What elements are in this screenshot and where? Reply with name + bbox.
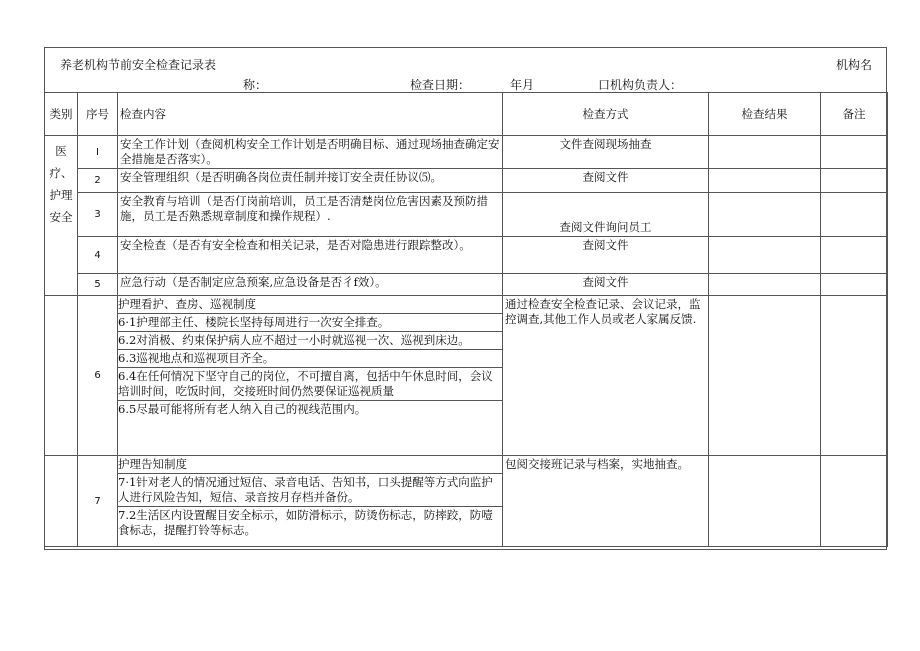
row-remark[interactable] bbox=[821, 193, 888, 237]
col-remark: 备注 bbox=[821, 93, 888, 136]
org-name-label: 机构名 bbox=[836, 58, 873, 72]
inspection-date-label: 检查日期： bbox=[410, 78, 471, 92]
row-method: 通过检查安全检查记录、会议记录，监控调查,其他工作人员或老人家属反馈. bbox=[503, 296, 709, 456]
sub-item: 7.2生活区内设置醒目安全标示，如防滑标示，防烫伤标志，防摔跤，防噎食标志，提醒打铃等标志。 bbox=[118, 508, 493, 537]
row-content: 安全检查（是否有安全检查和相关记录，是否对隐患进行跟踪整改）。 bbox=[118, 237, 503, 274]
form-title: 养老机构节前安全检查记录表 bbox=[60, 58, 217, 72]
row-result[interactable] bbox=[709, 456, 821, 547]
row-content: 应急行动（是否制定应急预案,应急设备是否彳f效）。 bbox=[118, 274, 503, 296]
table-row bbox=[45, 193, 888, 237]
year-month-label: 年月 bbox=[510, 78, 535, 92]
row-method: 查阅文件询问员工 bbox=[503, 193, 709, 237]
row-method: 查阅文件 bbox=[503, 274, 709, 296]
row-content bbox=[118, 456, 503, 547]
row-remark[interactable] bbox=[821, 237, 888, 274]
table-row bbox=[45, 237, 888, 274]
inspection-table bbox=[44, 92, 888, 547]
row-content: 安全教育与培训（是否仃岗前培训，员工是否清楚岗位危害因素及预防措施，员工是否熟悉规章制度和操作规程）. bbox=[118, 193, 503, 237]
col-seq: 序号 bbox=[78, 93, 118, 136]
row-remark[interactable] bbox=[821, 136, 888, 169]
row-content: 安全工作计划（查阅机构安全工作计划是否明确目标、通过现场抽查确定安全措施是否落实）。 bbox=[118, 136, 503, 169]
row-result[interactable] bbox=[709, 274, 821, 296]
row-result[interactable] bbox=[709, 296, 821, 456]
row-seq: 5 bbox=[78, 274, 118, 296]
row-remark[interactable] bbox=[821, 274, 888, 296]
row-result[interactable] bbox=[709, 193, 821, 237]
org-name-label-cont: 称： bbox=[243, 78, 268, 92]
row-remark[interactable] bbox=[821, 456, 888, 547]
col-category: 类别 bbox=[45, 93, 78, 136]
col-method: 检查方式 bbox=[503, 93, 709, 136]
sub-item: 护理告知制度 bbox=[118, 456, 502, 474]
sub-item: 7·1针对老人的情况通过短信、录音电话、告知书，口头提醒等方式向监护人进行风险告知，短信、录音按月存档并备份。 bbox=[118, 474, 502, 507]
row-result[interactable] bbox=[709, 136, 821, 169]
row-method: 包阅交接班记录与档案，实地抽查。 bbox=[503, 456, 709, 547]
row-result[interactable] bbox=[709, 169, 821, 193]
category-cell-empty bbox=[45, 296, 78, 456]
row-method: 查阅文件 bbox=[503, 237, 709, 274]
row-seq: 2 bbox=[78, 169, 118, 193]
row-content bbox=[118, 296, 503, 456]
row-method: 文件查阅现场抽查 bbox=[503, 136, 709, 169]
row-seq: 7 bbox=[78, 456, 118, 547]
table-row bbox=[45, 169, 888, 193]
sub-item: 6.5尽最可能将所有老人纳入自己的视线范围内。 bbox=[118, 402, 367, 416]
row-seq: I bbox=[78, 136, 118, 169]
sub-item: 6.4在任何情况下坚守自己的岗位，不可擅自离，包括中午休息时间，会议培训时间，吃饭时间，交接班时间仍然要保证巡视质量 bbox=[118, 368, 502, 401]
row-method: 查阅文件 bbox=[503, 169, 709, 193]
category-cell-empty bbox=[45, 456, 78, 547]
table-row bbox=[45, 296, 888, 456]
row-content: 安全管理组织（是否明确各岗位责任制并接订安全责任协议⑸。 bbox=[118, 169, 503, 193]
row-seq: 6 bbox=[78, 296, 118, 456]
row-seq: 3 bbox=[78, 193, 118, 237]
row-seq: 4 bbox=[78, 237, 118, 274]
sub-item: 护理看护、查房、巡视制度 bbox=[118, 296, 502, 314]
table-header-row bbox=[45, 93, 888, 136]
table-row bbox=[45, 456, 888, 547]
row-result[interactable] bbox=[709, 237, 821, 274]
sub-item: 6.3巡视地点和巡视项目齐全。 bbox=[118, 350, 502, 368]
sub-item: 6.2对消极、约束保护病人应不超过一小时就巡视一次、巡视到床边。 bbox=[118, 332, 502, 350]
col-content: 检查内容 bbox=[118, 93, 503, 136]
table-row bbox=[45, 274, 888, 296]
row-remark[interactable] bbox=[821, 296, 888, 456]
row-remark[interactable] bbox=[821, 169, 888, 193]
category-cell: 医疗、护理安全 bbox=[45, 136, 78, 296]
responsible-person-label: 口机构负责人： bbox=[598, 78, 683, 92]
col-result: 检查结果 bbox=[709, 93, 821, 136]
sub-item: 6·1护理部主任、楼院长坚持每周进行一次安全排查。 bbox=[118, 314, 502, 332]
table-row bbox=[45, 136, 888, 169]
